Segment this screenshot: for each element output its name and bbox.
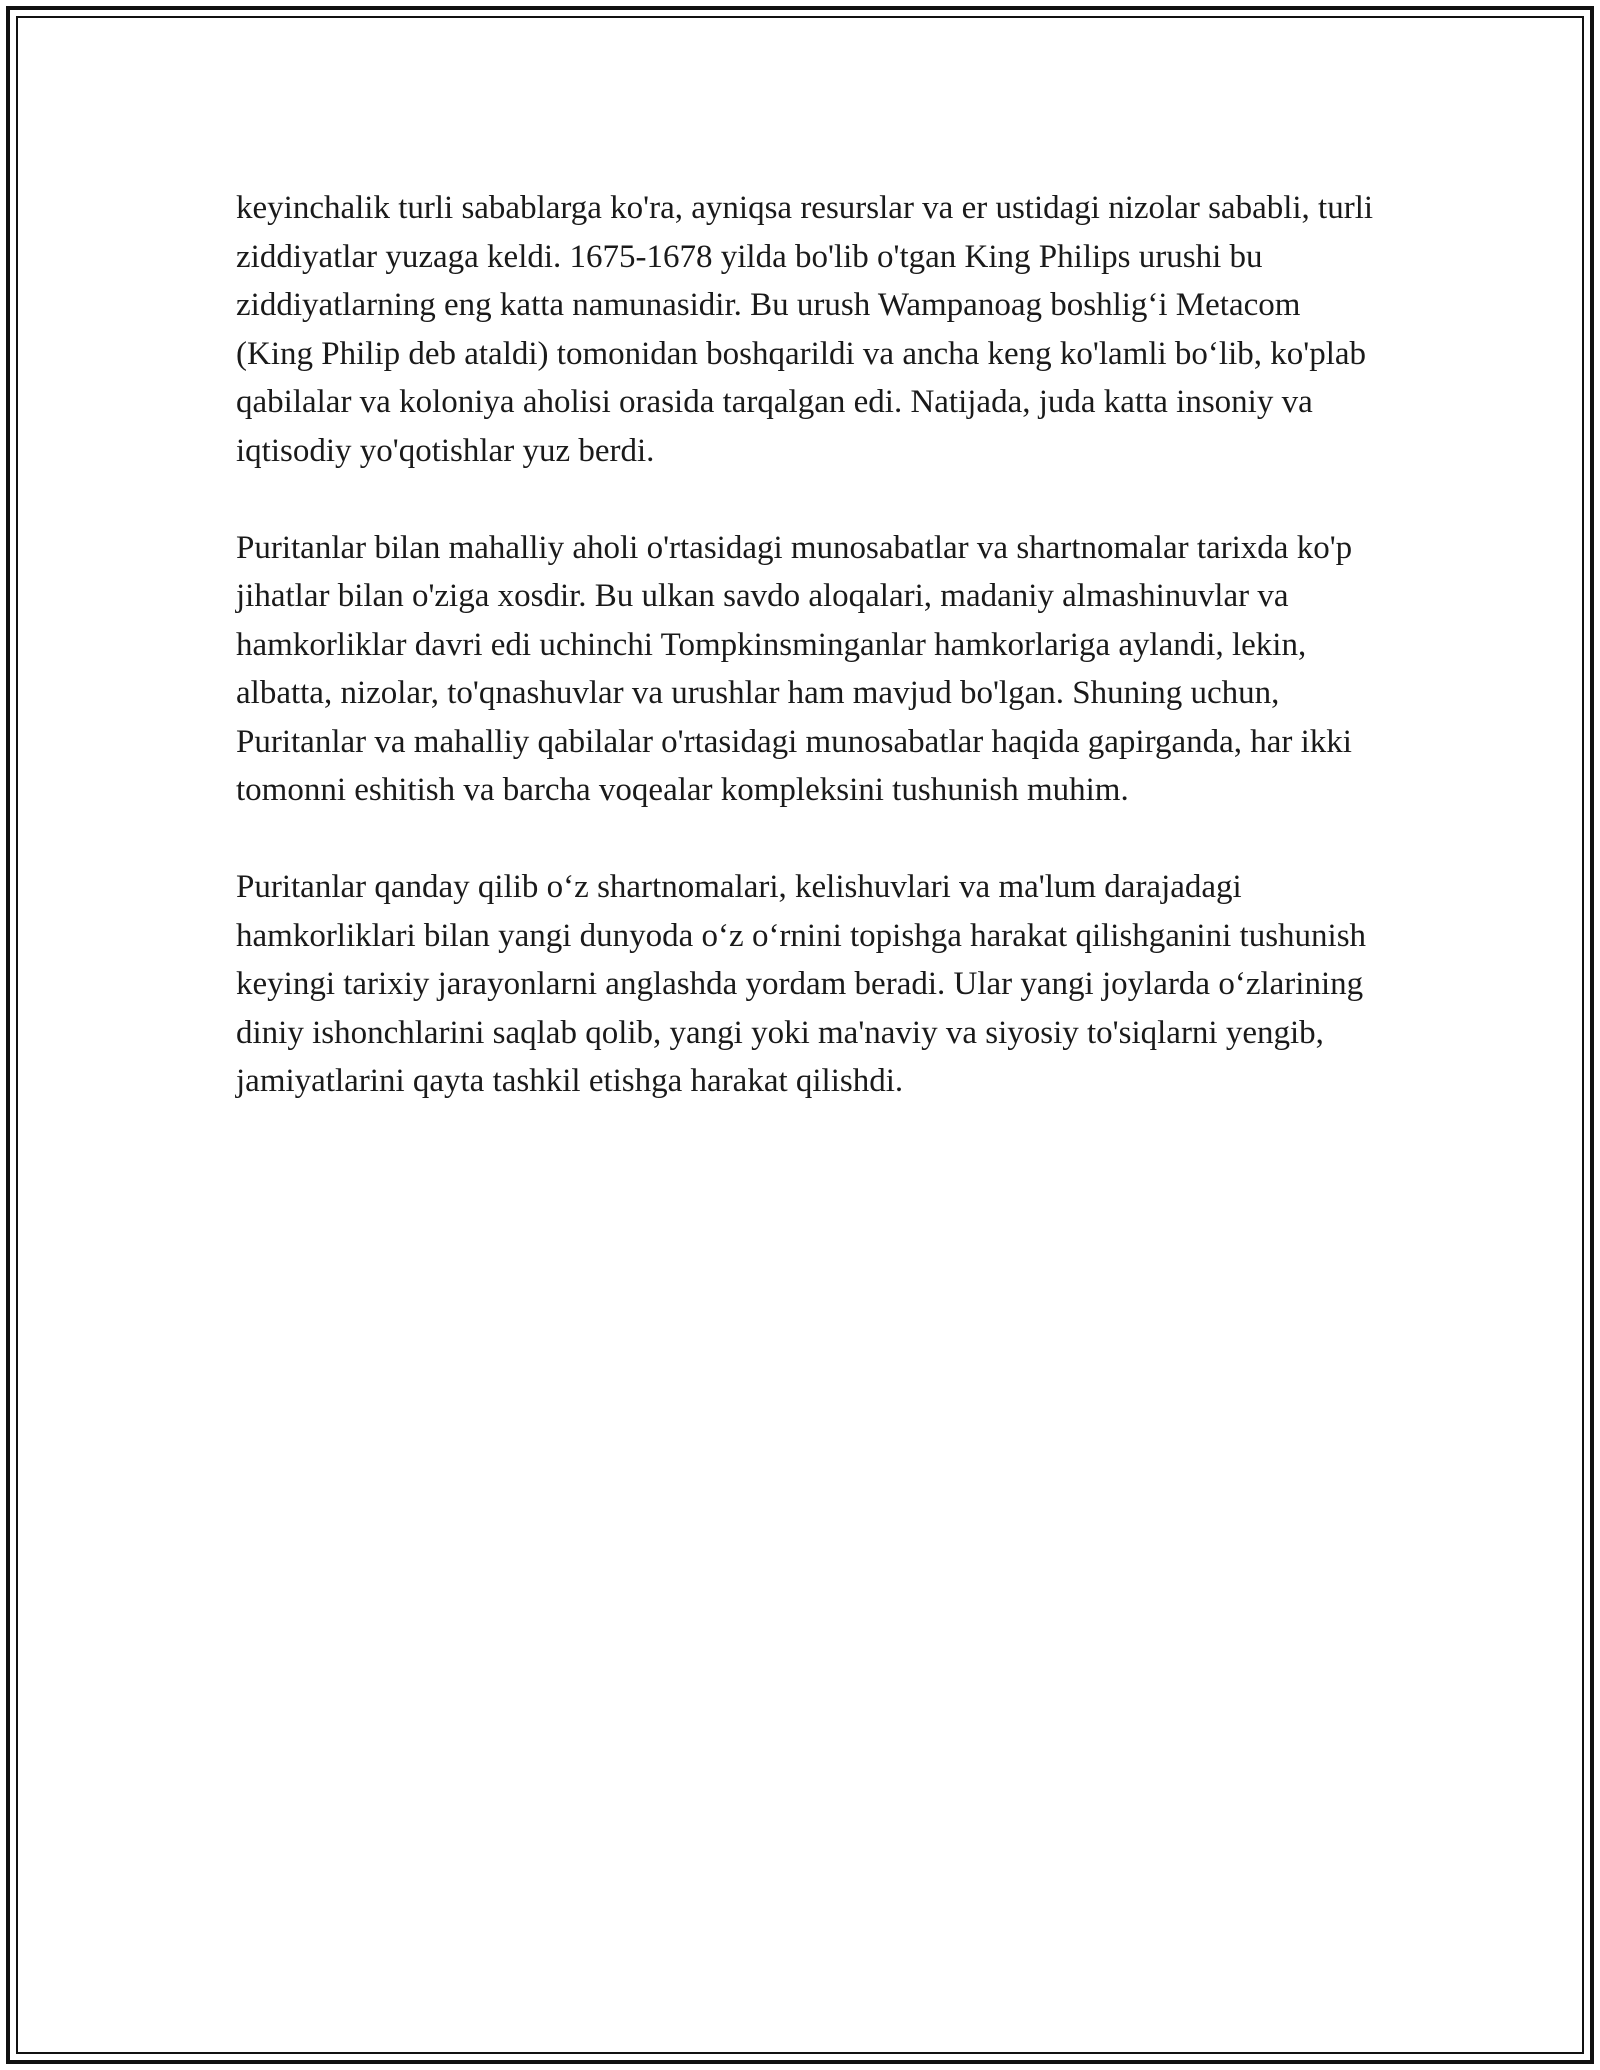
- paragraph-1: keyinchalik turli sabablarga ko'ra, ayniqsa resurslar va er ustidagi nizolar sababli, turli ziddiyatlar yuzaga keldi. 1675-1678 yilda bo'lib o'tgan King Philips urushi bu ziddiyatlarning eng katta namunasidir. Bu urush Wampanoag boshlig‘i Metacom (King Philip deb ataldi) tomonidan boshqarildi va ancha keng ko'lamli bo‘lib, ko'plab qabilalar va koloniya aholisi orasida tarqalgan edi. Natijada, juda katta insoniy va iqtisodiy yo'qotishlar yuz berdi.: [236, 190, 1374, 469]
- document-body: [236, 184, 1376, 1154]
- paragraph-2: Puritanlar bilan mahalliy aholi o'rtasidagi munosabatlar va shartnomalar tarixda ko'p jihatlar bilan o'ziga xosdir. Bu ulkan savdo aloqalari, madaniy almashinuvlar va hamkorliklar davri edi uchinchi Tompkinsminganlar hamkorlariga aylandi, lekin, albatta, nizolar, to'qnashuvlar va urushlar ham mavjud bo'lgan. Shuning uchun, Puritanlar va mahalliy qabilalar o'rtasidagi munosabatlar haqida gapirganda, har ikki tomonni eshitish va barcha voqealar kompleksini tushunish muhim.: [236, 529, 1353, 808]
- paragraph-3: Puritanlar qanday qilib o‘z shartnomalari, kelishuvlari va ma'lum darajadagi hamkorliklari bilan yangi dunyoda o‘z o‘rnini topishga harakat qilishganini tushunish keyingi tarixiy jarayonlarni anglashda yordam beradi. Ular yangi joylarda o‘zlarining diniy ishonchlarini saqlab qolib, yangi yoki ma'naviy va siyosiy to'siqlarni yengib, jamiyatlarini qayta tashkil etishga harakat qilishdi.: [236, 869, 1367, 1099]
